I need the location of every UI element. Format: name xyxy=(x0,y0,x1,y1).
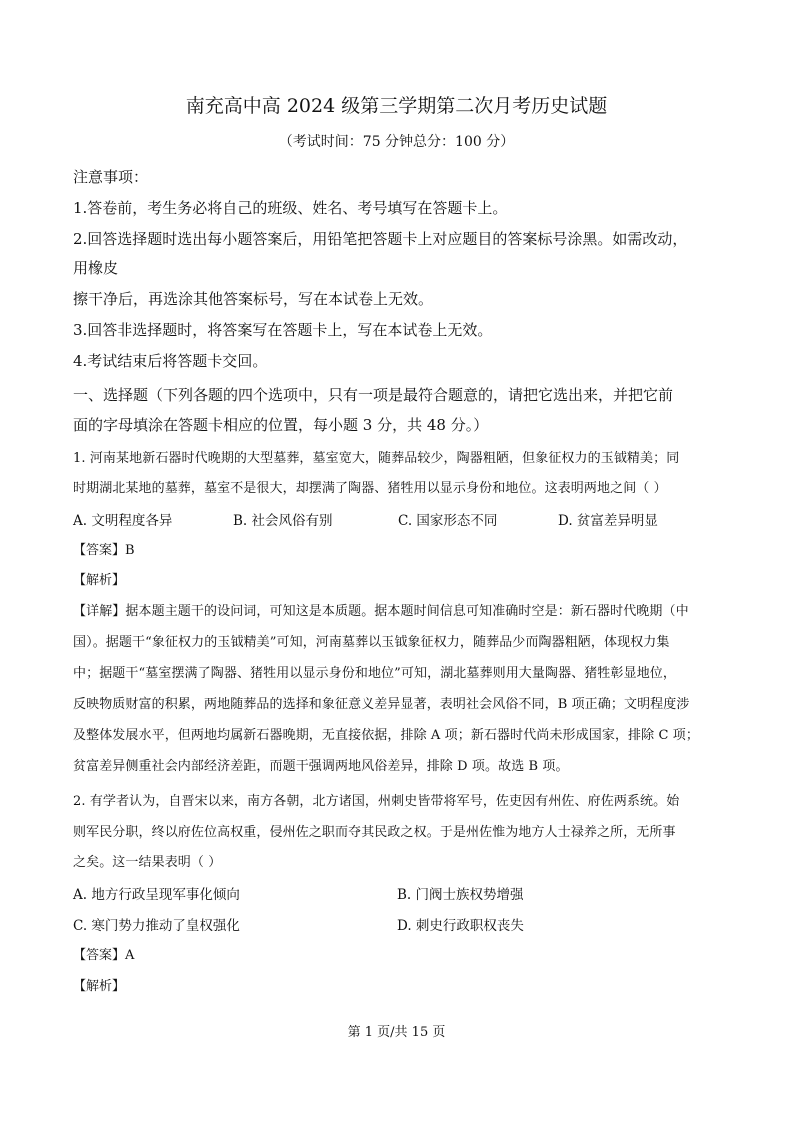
answer-label: 【答案】 xyxy=(73,948,126,963)
analysis-text: 【详解】据本题主题干的设问词，可知这是本质题。据本题时间信息可知准确时空是：新石器时代晚期（中 xyxy=(73,604,689,619)
option-c: C. 寒门势力推动了皇权强化 xyxy=(73,918,240,934)
question-stem: 之矣。这一结果表明（ ） xyxy=(73,855,222,870)
answer-value: B xyxy=(125,543,135,558)
answer-line xyxy=(73,946,134,966)
option-a: A. 文明程度各异 xyxy=(73,513,173,529)
analysis-label: 【解析】 xyxy=(73,573,126,588)
analysis-text: 反映物质财富的积累，两地随葬品的选择和象征意义差异显著，表明社会风俗不同，B 项正确；文明程度涉 xyxy=(73,697,690,712)
section-heading-cont: 面的字母填涂在答题卡相应的位置，每小题 3 分，共 48 分。） xyxy=(73,416,489,434)
exam-title: 南充高中高 2024 级第三学期第二次月考历史试题 xyxy=(185,95,608,117)
analysis-label: 【解析】 xyxy=(73,979,126,994)
note-item: 1.答卷前，考生务必将自己的班级、姓名、考号填写在答题卡上。 xyxy=(73,199,508,217)
question-stem: 1. 河南某地新石器时代晚期的大型墓葬，墓室宽大，随葬品较少，陶器粗陋，但象征权力的玉钺精美；同 xyxy=(73,451,680,466)
answer-line xyxy=(73,541,135,561)
option-c: C. 国家形态不同 xyxy=(398,513,498,529)
note-item: 2.回答选择题时选出每小题答案后，用铅笔把答题卡上对应题目的答案标号涂黑。如需改动， xyxy=(73,230,688,248)
question-stem: 时期湖北某地的墓葬，墓室不是很大，却摆满了陶器、猪牲用以显示身份和地位。这表明两地之间（ ） xyxy=(73,481,667,496)
question-stem: 则军民分职，终以府佐位高权重，侵州佐之职而夺其民政之权。于是州佐惟为地方人士禄养之所，无所事 xyxy=(73,825,676,840)
analysis-text: 中；据题干“墓室摆满了陶器、猪牲用以显示身份和地位”可知，湖北墓葬则用大量陶器、猪牲彰显地位， xyxy=(73,666,676,681)
analysis-text: 及整体发展水平，但两地均属新石器晚期，无直接依据，排除 A 项；新石器时代尚未形成国家，排除 C 项； xyxy=(73,728,699,743)
analysis-text: 国）。据题干“象征权力的玉钺精美”可知，河南墓葬以玉钺象征权力，随葬品少而陶器粗陋，体现权力集 xyxy=(73,635,670,650)
option-b: B. 社会风俗有别 xyxy=(233,513,333,529)
option-d: D. 刺史行政职权丧失 xyxy=(397,918,524,934)
option-a: A. 地方行政呈现军事化倾向 xyxy=(73,887,240,903)
note-item: 3.回答非选择题时，将答案写在答题卡上，写在本试卷上无效。 xyxy=(73,321,493,339)
answer-label: 【答案】 xyxy=(73,543,126,558)
option-d: D. 贫富差异明显 xyxy=(558,513,658,529)
option-b: B. 门阀士族权势增强 xyxy=(397,887,524,903)
note-item: 4.考试结束后将答题卡交回。 xyxy=(73,352,268,370)
note-item: 用橡皮 xyxy=(73,259,119,277)
notes-heading: 注意事项： xyxy=(73,168,149,186)
question-stem: 2. 有学者认为，自晋宋以来，南方各朝，北方诸国，州刺史皆带将军号，佐吏因有州佐、府佐两系统。始 xyxy=(73,794,680,809)
analysis-text: 贫富差异侧重社会内部经济差距，而题干强调两地风俗差异，排除 D 项。故选 B 项。 xyxy=(73,759,569,774)
exam-subtitle: （考试时间：75 分钟总分：100 分） xyxy=(278,134,515,150)
answer-value: A xyxy=(125,948,135,963)
section-heading: 一、选择题（下列各题的四个选项中，只有一项是最符合题意的，请把它选出来，并把它前 xyxy=(73,386,674,404)
page-number: 第 1 页/共 15 页 xyxy=(347,1025,446,1040)
note-item: 擦干净后，再选涂其他答案标号，写在本试卷上无效。 xyxy=(73,290,434,308)
